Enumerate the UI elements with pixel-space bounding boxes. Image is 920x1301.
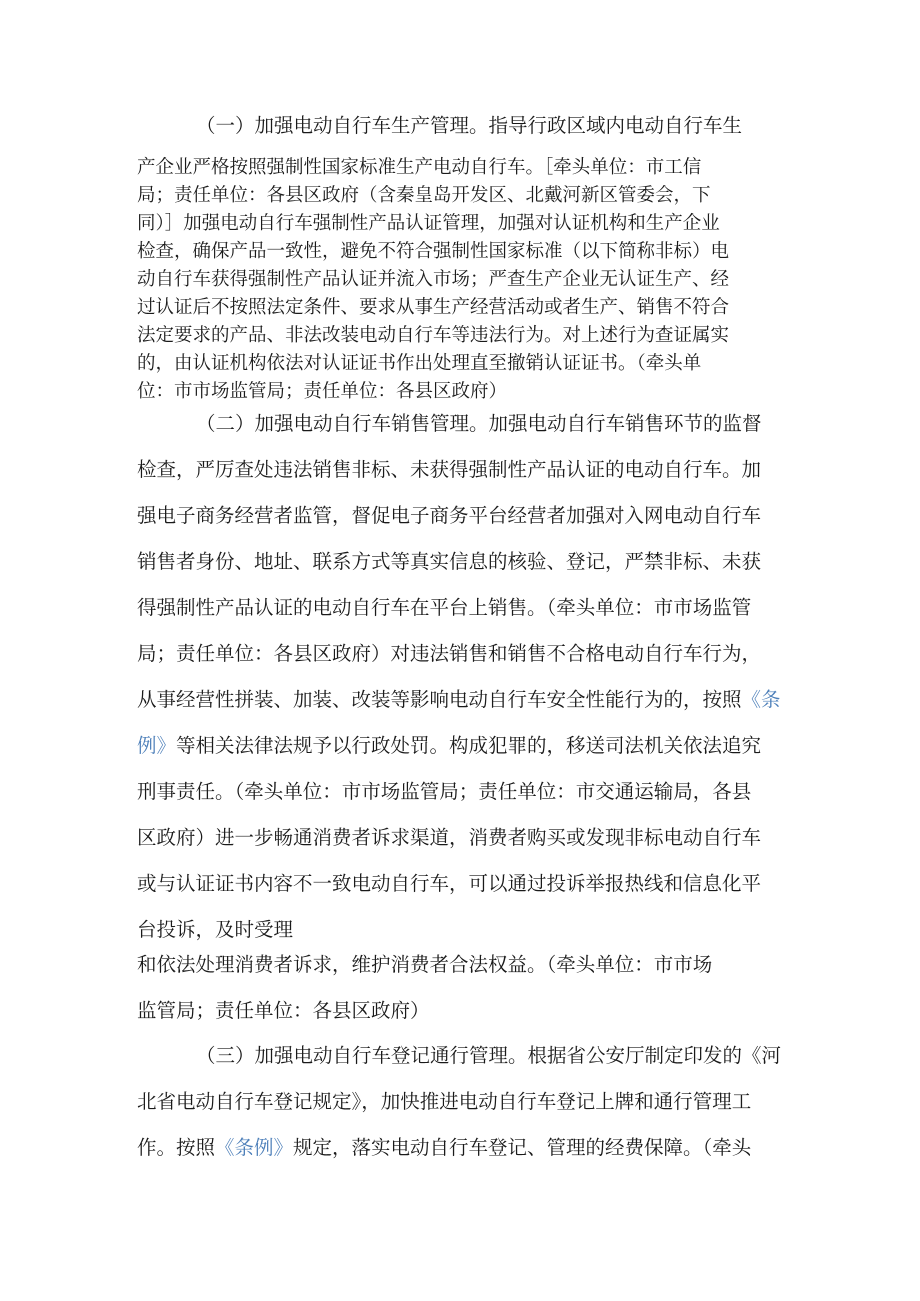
paragraph-line: 局；责任单位：各县区政府（含秦皇岛开发区、北戴河新区管委会，下	[137, 185, 711, 206]
paragraph-line: 位：市市场监管局；责任单位：各县区政府）	[137, 381, 508, 402]
paragraph-line: 局；责任单位：各县区政府）对违法销售和销售不合格电动自行车行为，	[137, 642, 762, 665]
section-1-heading-line: （一）加强电动自行车生产管理。指导行政区域内电动自行车生	[196, 114, 743, 137]
paragraph-line: 刑事责任。（牵头单位：市市场监管局；责任单位：市交通运输局，各县	[137, 780, 752, 803]
paragraph-text: 作。按照	[137, 1136, 216, 1159]
paragraph-line: 北省电动自行车登记规定》，加快推进电动自行车登记上牌和通行管理工	[137, 1090, 752, 1113]
paragraph-line	[137, 690, 781, 710]
paragraph-line: 产企业严格按照强制性国家标准生产电动自行车。［牵头单位：市工信	[137, 157, 702, 178]
regulation-link[interactable]: 例》	[137, 734, 177, 757]
paragraph-line: 和依法处理消费者诉求，维护消费者合法权益。（牵头单位：市市场	[137, 953, 713, 976]
paragraph-line: 得强制性产品认证的电动自行车在平台上销售。（牵头单位：市市场监管	[137, 596, 752, 619]
paragraph-line: 强电子商务经营者监管，督促电子商务平台经营者加强对入网电动自行车	[137, 504, 762, 527]
paragraph-text: 等相关法律法规予以行政处罚。构成犯罪的，移送司法机关依法追究	[176, 734, 762, 757]
regulation-link[interactable]: 《条例》	[215, 1136, 294, 1159]
paragraph-line: 或与认证证书内容不一致电动自行车，可以通过投诉举报热线和信息化平	[137, 872, 762, 895]
paragraph-line: 区政府）进一步畅通消费者诉求渠道，消费者购买或发现非标电动自行车	[137, 826, 762, 849]
paragraph-line: 检查，严厉查处违法销售非标、未获得强制性产品认证的电动自行车。加	[137, 458, 762, 481]
paragraph-line: 动自行车获得强制性产品认证并流入市场；严查生产企业无认证生产、经	[137, 269, 730, 290]
paragraph-line: 台投诉，及时受理	[137, 918, 294, 941]
paragraph-line: 过认证后不按照法定条件、要求从事生产经营活动或者生产、销售不符合	[137, 297, 730, 318]
paragraph-line	[137, 736, 761, 756]
paragraph-line: 检查，确保产品一致性，避免不符合强制性国家标准（以下简称非标）电	[137, 241, 730, 262]
regulation-link[interactable]: 《条	[741, 688, 781, 711]
section-2-heading-line: （二）加强电动自行车销售管理。加强电动自行车销售环节的监督	[196, 412, 762, 435]
paragraph-text: 规定，落实电动自行车登记、管理的经费保障。（牵头	[293, 1136, 752, 1159]
paragraph-line: 监管局；责任单位：各县区政府）	[137, 999, 430, 1022]
paragraph-text: 从事经营性拼装、加装、改装等影响电动自行车安全性能行为的，按照	[137, 688, 742, 711]
paragraph-line: 销售者身份、地址、联系方式等真实信息的核验、登记，严禁非标、未获	[137, 550, 762, 573]
paragraph-line: 同）］加强电动自行车强制性产品认证管理，加强对认证机构和生产企业	[137, 213, 720, 234]
paragraph-line: 法定要求的产品、非法改装电动自行车等违法行为。对上述行为查证属实	[137, 325, 730, 346]
paragraph-line	[137, 1138, 751, 1158]
section-3-heading-line: （三）加强电动自行车登记通行管理。根据省公安厅制定印发的《河	[196, 1044, 782, 1067]
paragraph-line: 的，由认证机构依法对认证证书作出处理直至撤销认证证书。（牵头单	[137, 353, 702, 374]
